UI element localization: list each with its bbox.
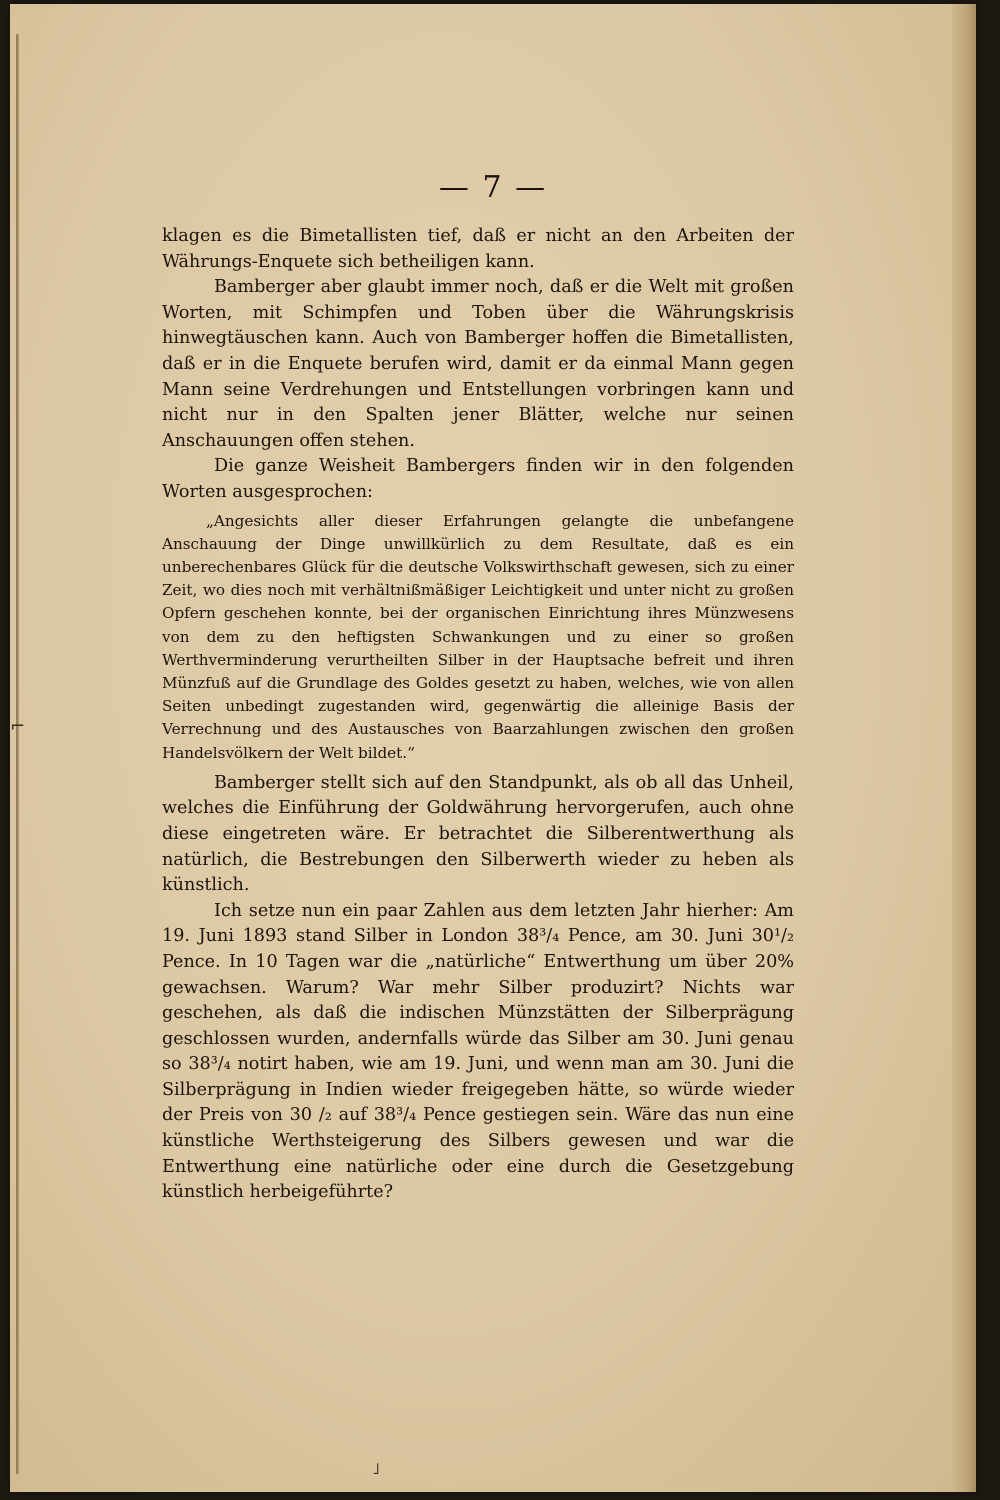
body-text bbox=[162, 224, 794, 1206]
paragraph-2: Bamberger aber glaubt immer noch, daß er die Welt mit großen Worten, mit Schimpfen und Toben über die Währungskrisis hinwegtäuschen kann. Auch von Bamberger hoffen die Bimetallisten, daß er in die Enquete berufen wird, damit er da einmal Mann gegen Mann seine Verdrehungen und Entstellungen vorbringen kann und nicht nur in den Spalten jener Blätter, welche nur seinen Anschauungen offen stehen. bbox=[162, 277, 794, 451]
paragraph-3: Die ganze Weisheit Bambergers finden wir in den folgenden Worten ausgesprochen: bbox=[162, 456, 794, 502]
paragraph-5: Ich setze nun ein paar Zahlen aus dem letzten Jahr hierher: Am 19. Juni 1893 stand Silber in London 38³/₄ Pence, am 30. Juni 30¹/₂ Pence. In 10 Tagen war die „natürliche“ Entwerthung um über 20% gewachsen. Warum? War mehr Silber produzirt? Nichts war geschehen, als daß die indischen Münzstätten der Silberprägung geschlossen wurden, andernfalls würde das Silber am 30. Juni genau so 38³/₄ notirt haben, wie am 19. Juni, und wenn man am 30. Juni die Silberprägung in Indien wieder freigegeben hätte, so würde wieder der Preis von 30 /₂ auf 38³/₄ Pence gestiegen sein. Wäre das nun eine künstliche Werthsteigerung des Silbers gewesen und war die Entwerthung eine natürliche oder eine durch die Gesetzgebung künstlich herbeigeführte? bbox=[162, 900, 794, 1203]
page-gutter bbox=[16, 34, 19, 1474]
paragraph-1: klagen es die Bimetallisten tief, daß er nicht an den Arbeiten der Währungs-Enquete sich betheiligen kann. bbox=[162, 226, 794, 272]
block-quote: „Angesichts aller dieser Erfahrungen gelangte die unbefangene Anschauung der Dinge unwillkürlich zu dem Resultate, daß es ein unberechenbares Glück für die deutsche Volkswirthschaft gewesen, sich zu einer Zeit, wo dies noch mit verhältnißmäßiger Leichtigkeit und unter nicht zu großen Opfern geschehen konnte, bei der organischen Einrichtung ihres Münzwesens von dem zu den heftigsten Schwankungen und zu einer so großen Werthverminderung verurtheilten Silber in der Hauptsache befreit und ihren Münzfuß auf die Grundlage des Goldes gesetzt zu haben, welches, wie von allen Seiten unbedingt zugestanden wird, gegenwärtig die alleinige Basis der Verrechnung und des Austausches von Baarzahlungen zwischen den großen Handelsvölkern der Welt bildet.“ bbox=[162, 511, 794, 762]
bottom-mark: ˩ bbox=[372, 1459, 380, 1478]
page-number: — 7 — bbox=[438, 170, 548, 205]
margin-mark: ⌐ bbox=[10, 716, 26, 737]
page-edge bbox=[952, 4, 976, 1492]
book-page bbox=[10, 4, 976, 1492]
paragraph-4: Bamberger stellt sich auf den Standpunkt, als ob all das Unheil, welches die Einführung der Goldwährung hervorgerufen, auch ohne diese eingetreten wäre. Er betrachtet die Silberentwerthung als natürlich, die Bestrebungen den Silberwerth wieder zu heben als künstlich. bbox=[162, 772, 794, 896]
